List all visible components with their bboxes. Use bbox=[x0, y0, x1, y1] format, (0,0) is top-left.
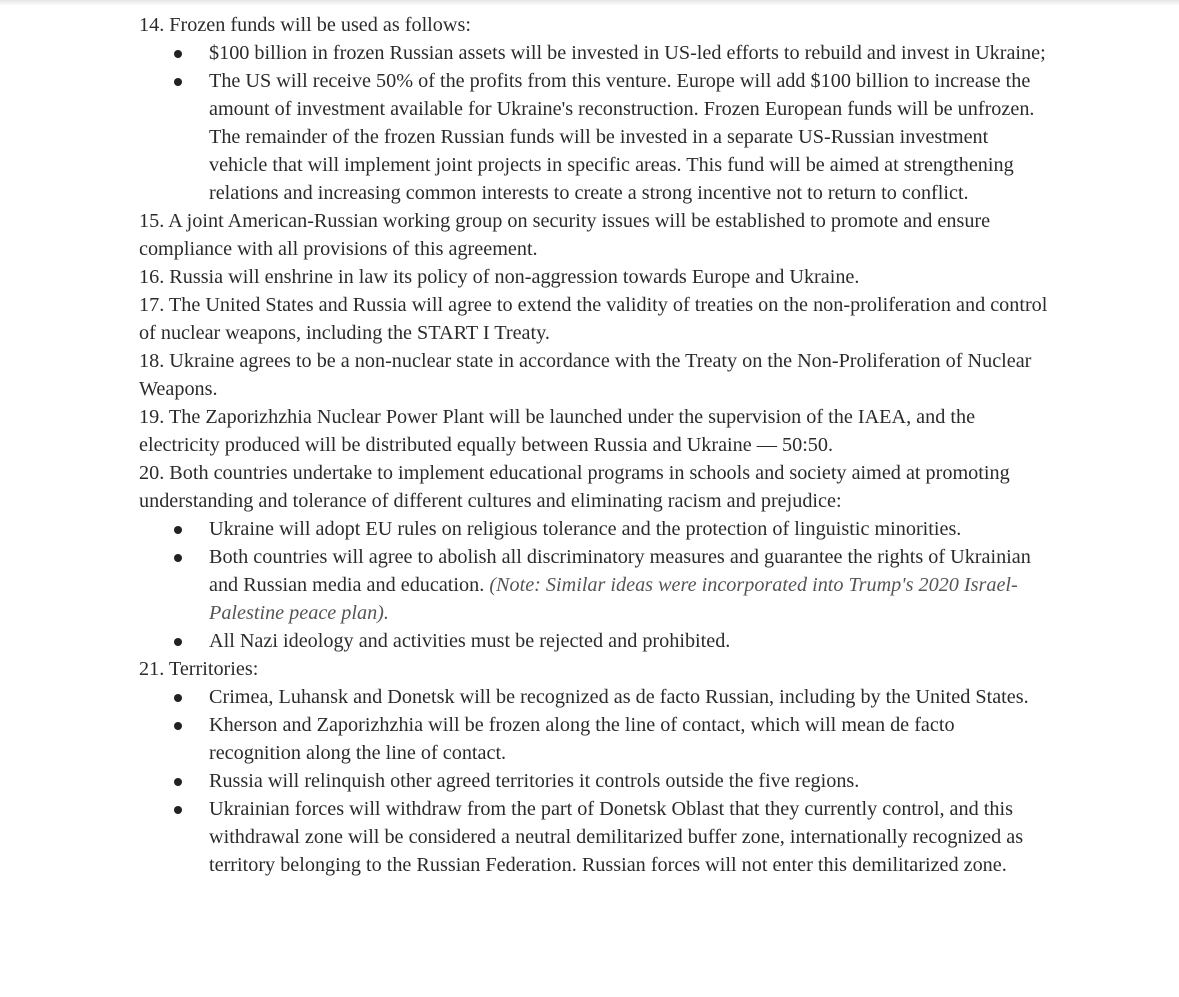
list-item-18: 18. Ukraine agrees to be a non-nuclear state in accordance with the Treaty on the Non-Proliferation of Nuclear Weapons. bbox=[139, 350, 1032, 400]
bullet-icon bbox=[174, 694, 182, 702]
list-item-19: 19. The Zaporizhzhia Nuclear Power Plant will be launched under the supervision of the IAEA, and the electricity produced will be distributed equally between Russia and Ukraine — 50:50. bbox=[139, 406, 976, 456]
bullet-item bbox=[139, 39, 1049, 67]
list-item-20: 20. Both countries undertake to implement educational programs in schools and society aimed at promoting understanding and tolerance of different cultures and eliminating racism and prejudice: bbox=[139, 462, 1010, 512]
sublist-20 bbox=[139, 515, 1049, 655]
bullet-item bbox=[139, 543, 1049, 627]
top-edge-shadow bbox=[0, 0, 1179, 6]
bullet-text: Ukrainian forces will withdraw from the part of Donetsk Oblast that they currently control, and this withdrawal zone will be considered a neutral demilitarized buffer zone, internationally recognized as territory belonging to the Russian Federation. Russian forces will not enter this demilitarized zone. bbox=[209, 798, 1024, 876]
bullet-icon bbox=[174, 638, 182, 646]
bullet-item bbox=[139, 711, 1049, 767]
bullet-icon bbox=[174, 554, 182, 562]
sublist-14 bbox=[139, 39, 1049, 207]
bullet-item bbox=[139, 67, 1049, 207]
list-item-15: 15. A joint American-Russian working group on security issues will be established to promote and ensure compliance with all provisions of this agreement. bbox=[139, 210, 991, 260]
sublist-21 bbox=[139, 683, 1049, 879]
bullet-icon bbox=[174, 722, 182, 730]
bullet-item bbox=[139, 683, 1049, 711]
bullet-item bbox=[139, 767, 1049, 795]
bullet-icon bbox=[174, 78, 182, 86]
bullet-icon bbox=[174, 778, 182, 786]
bullet-item bbox=[139, 795, 1049, 879]
document-body bbox=[139, 11, 1049, 879]
bullet-text: Kherson and Zaporizhzhia will be frozen along the line of contact, which will mean de facto recognition along the line of contact. bbox=[209, 714, 955, 764]
bullet-item bbox=[139, 515, 1049, 543]
list-item-16: 16. Russia will enshrine in law its policy of non-aggression towards Europe and Ukraine. bbox=[139, 266, 860, 288]
bullet-text: $100 billion in frozen Russian assets will be invested in US-led efforts to rebuild and invest in Ukraine; bbox=[209, 42, 1046, 64]
bullet-text: Ukraine will adopt EU rules on religious tolerance and the protection of linguistic minorities. bbox=[209, 518, 962, 540]
bullet-item bbox=[139, 627, 1049, 655]
list-item-17: 17. The United States and Russia will agree to extend the validity of treaties on the non-proliferation and control of nuclear weapons, including the START I Treaty. bbox=[139, 294, 1048, 344]
list-item-14: 14. Frozen funds will be used as follows: bbox=[139, 14, 471, 36]
bullet-text: The US will receive 50% of the profits from this venture. Europe will add $100 billion to increase the amount of investment available for Ukraine's reconstruction. Frozen European funds will be unfrozen. The remainder of the frozen Russian funds will be invested in a separate US-Russian investment vehicle that will implement joint projects in specific areas. This fund will be aimed at strengthening relations and increasing common interests to create a strong incentive not to return to conflict. bbox=[209, 70, 1035, 204]
bullet-text: All Nazi ideology and activities must be rejected and prohibited. bbox=[209, 630, 731, 652]
list-item-21: 21. Territories: bbox=[139, 658, 259, 680]
bullet-text: Crimea, Luhansk and Donetsk will be recognized as de facto Russian, including by the United States. bbox=[209, 686, 1029, 708]
editor-note: (Note: Similar ideas were incorporated into Trump's 2020 Israel-Palestine peace plan). bbox=[209, 574, 1018, 624]
bullet-icon bbox=[174, 526, 182, 534]
bullet-icon bbox=[174, 806, 182, 814]
bullet-icon bbox=[174, 50, 182, 58]
bullet-text: Both countries will agree to abolish all discriminatory measures and guarantee the rights of Ukrainian and Russian media and education. bbox=[209, 546, 1031, 596]
bullet-text: Russia will relinquish other agreed territories it controls outside the five regions. bbox=[209, 770, 860, 792]
